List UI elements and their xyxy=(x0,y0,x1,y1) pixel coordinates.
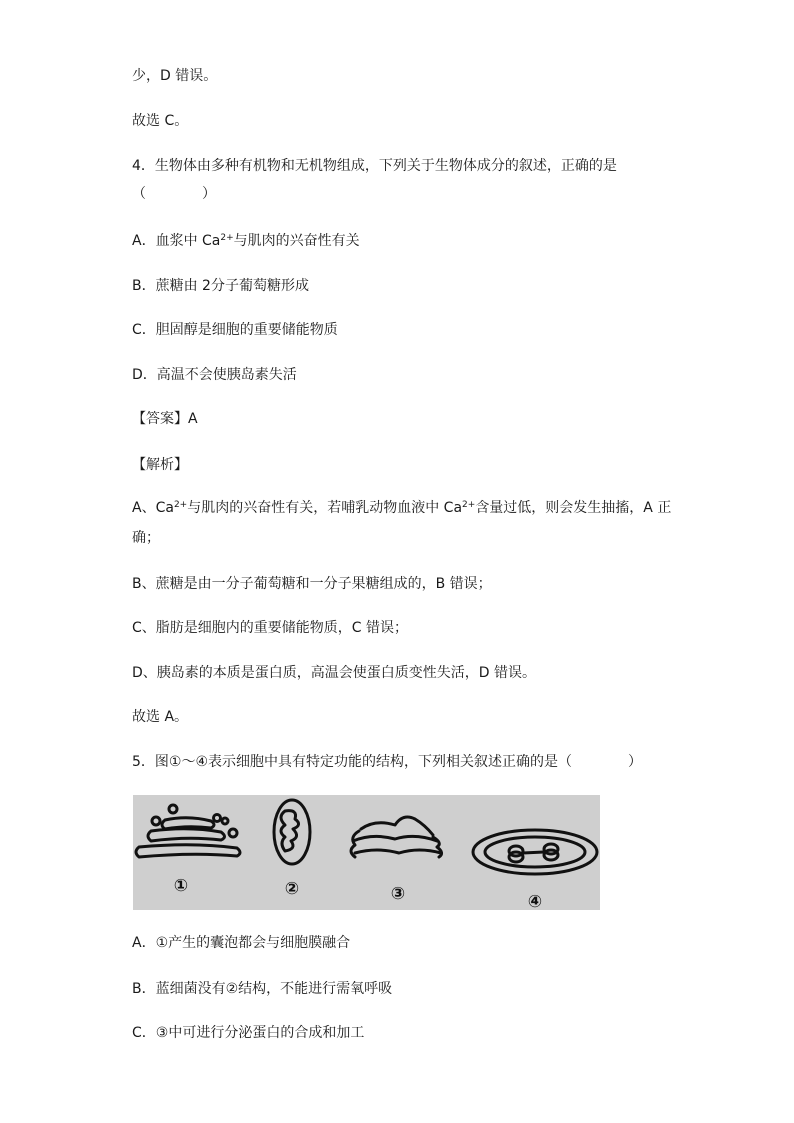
question-4-stem: 4．生物体由多种有机物和无机物组成，下列关于生物体成分的叙述，正确的是 xyxy=(132,158,617,174)
analysis-d: D、胰岛素的本质是蛋白质，高温会使蛋白质变性失活，D 错误。 xyxy=(132,665,537,681)
conclusion: 故选 A。 xyxy=(132,709,189,725)
option-5a: A．①产生的囊泡都会与细胞膜融合 xyxy=(132,935,351,951)
analysis-a: A、$Ca^{2+}$与肌肉的兴奋性有关，若哺乳动物血液中 $Ca^{2+}$含量过低，则会发生抽搐，A 正 xyxy=(132,500,672,516)
golgi-drawing xyxy=(136,805,240,857)
analysis-c: C、脂肪是细胞内的重要储能物质，C 错误； xyxy=(132,620,408,636)
organelle-2-drawing xyxy=(274,800,310,864)
text-line: 故选 C。 xyxy=(132,113,189,129)
analysis-a-cont: 确； xyxy=(132,530,160,546)
organelle-4-drawing xyxy=(473,830,597,874)
organelle-figure xyxy=(133,795,600,910)
option-5c: C．③中可进行分泌蛋白的合成和加工 xyxy=(132,1025,365,1041)
option-4b: B．蔗糖由 2分子葡萄糖形成 xyxy=(132,278,309,294)
option-4a: A．血浆中 $Ca^{2+}$与肌肉的兴奋性有关 xyxy=(132,233,360,249)
figure-label-4: ④ xyxy=(527,892,543,910)
question-4-paren: （ ） xyxy=(132,186,216,202)
option-5b: B．蓝细菌没有②结构，不能进行需氧呼吸 xyxy=(132,981,393,997)
text-line: 少，D 错误。 xyxy=(132,68,218,84)
analysis-b: B、蔗糖是由一分子葡萄糖和一分子果糖组成的，B 错误； xyxy=(132,576,492,592)
figure-label-3: ③ xyxy=(390,884,406,904)
figure-label-2: ② xyxy=(284,879,300,899)
er-drawing xyxy=(351,817,442,857)
option-4c: C．胆固醇是细胞的重要储能物质 xyxy=(132,322,338,338)
figure-label-1: ① xyxy=(173,876,189,896)
analysis-label: 【解析】 xyxy=(132,457,188,473)
answer-label: 【答案】A xyxy=(132,411,198,427)
option-4d: D．高温不会使胰岛素失活 xyxy=(132,367,297,383)
question-5-stem: 5．图①～④表示细胞中具有特定功能的结构，下列相关叙述正确的是（ ） xyxy=(132,754,643,770)
